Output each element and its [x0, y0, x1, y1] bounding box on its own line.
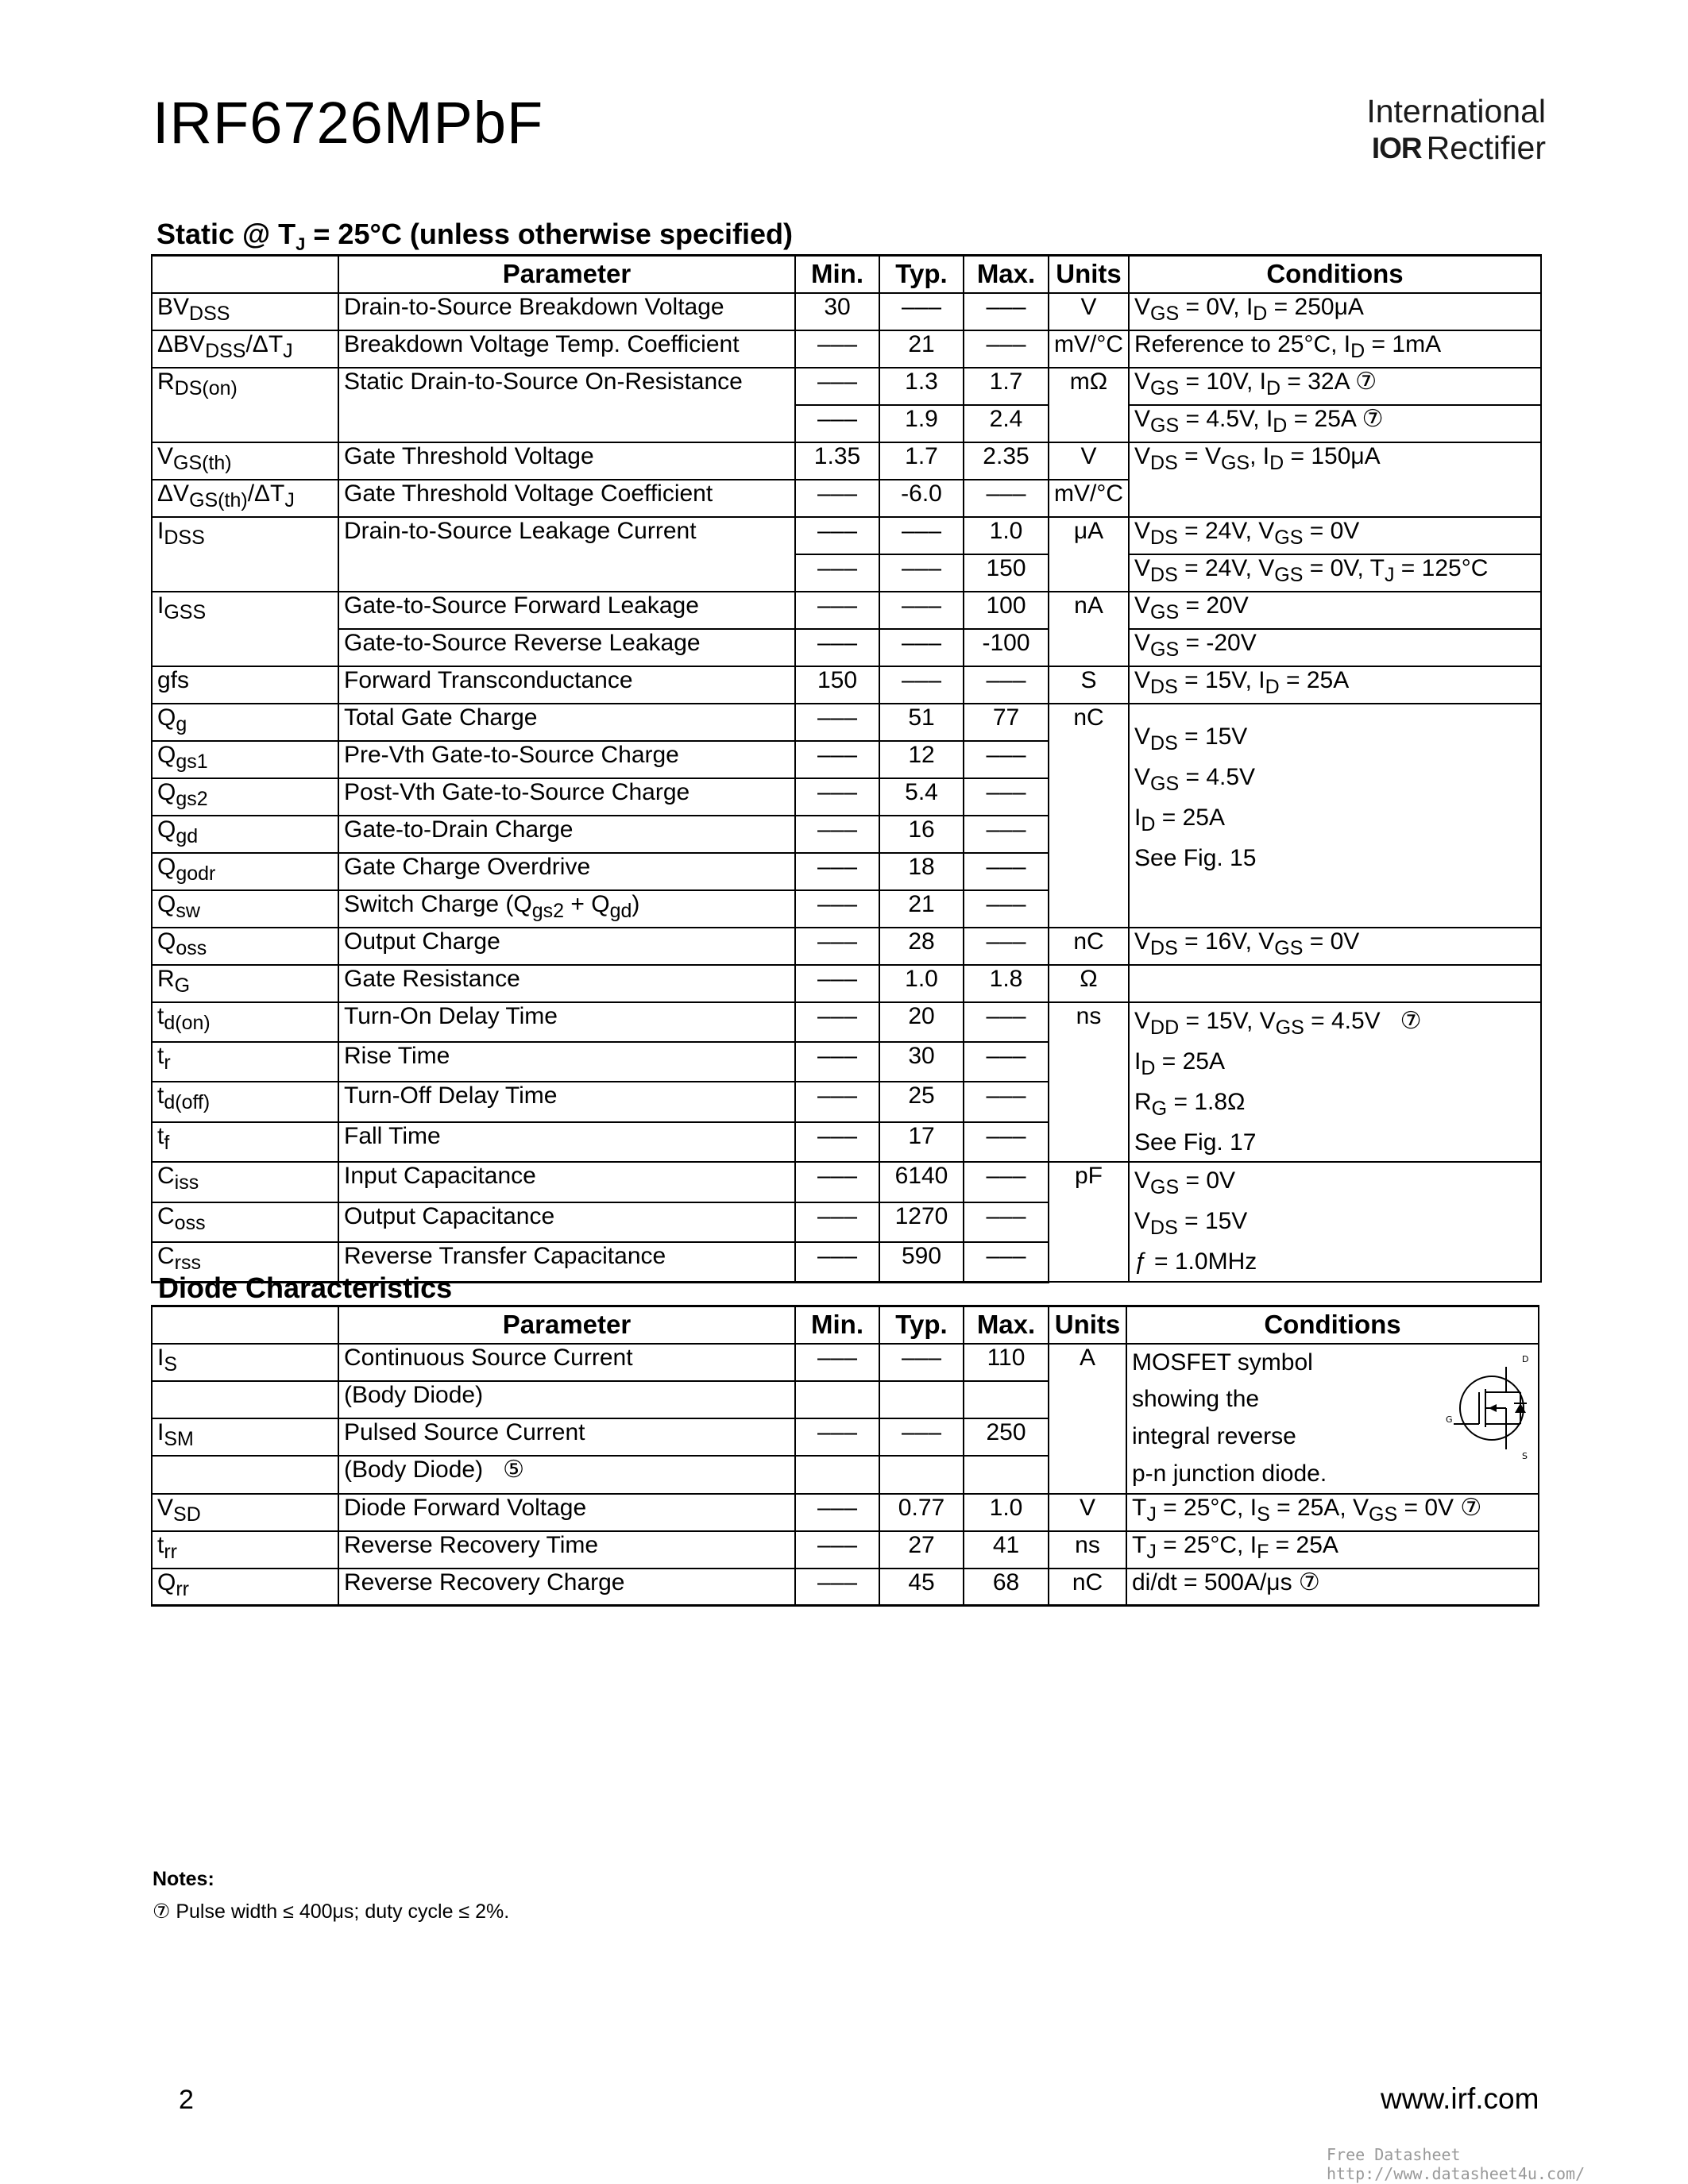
- typ-cell: 30: [879, 1042, 964, 1082]
- parameter-cell: Drain-to-Source Leakage Current: [338, 517, 795, 592]
- brand-line-2: Rectifier: [1426, 129, 1546, 166]
- parameter-cell: Pulsed Source Current: [338, 1418, 795, 1456]
- typ-cell: 1.7: [879, 442, 964, 480]
- parameter-cell: Gate Charge Overdrive: [338, 853, 795, 890]
- min-cell: –––: [795, 1494, 879, 1531]
- max-cell: 250: [964, 1418, 1049, 1456]
- website-link[interactable]: www.irf.com: [1381, 2082, 1539, 2115]
- units-cell: A: [1049, 1344, 1126, 1494]
- col-min: Min.: [795, 1306, 879, 1344]
- symbol-cell: $R_G$: [152, 965, 338, 1002]
- typ-cell: 21: [879, 890, 964, 928]
- static-section-title: Static @ $T_J = 25^\circ C$ (unless otherwise specified): [156, 218, 793, 255]
- max-cell: 68: [964, 1569, 1049, 1606]
- col-min: Min.: [795, 256, 879, 293]
- conditions-cell: $V_{DS} = 16V$, $V_{GS} = 0V$: [1129, 928, 1541, 965]
- min-cell: –––: [795, 1569, 879, 1606]
- diode-characteristics-table: [151, 1305, 1539, 1607]
- parameter-cell: Gate-to-Drain Charge: [338, 816, 795, 853]
- min-cell: –––: [795, 1002, 879, 1042]
- max-cell: –––: [964, 890, 1049, 928]
- symbol-cell: $t_{rr}$: [152, 1531, 338, 1569]
- parameter-cell: Gate-to-Source Forward Leakage: [338, 592, 795, 629]
- table-row: [152, 442, 1541, 480]
- symbol-cell: $Q_{gs1}$: [152, 741, 338, 778]
- conditions-cell: Reference to 25°C, $I_D = 1mA$: [1129, 330, 1541, 368]
- conditions-cell: $T_J = 25^\circ C$, $I_F = 25A$: [1126, 1531, 1539, 1569]
- table-row: [152, 1494, 1539, 1531]
- table-row: [152, 517, 1541, 554]
- units-cell: nA: [1049, 592, 1129, 666]
- typ-cell: 0.77: [879, 1494, 964, 1531]
- parameter-cell: Switch Charge $(Q_{gs2} + Q_{gd})$: [338, 890, 795, 928]
- typ-cell: –––: [879, 1418, 964, 1456]
- symbol-cell: $C_{oss}$: [152, 1202, 338, 1242]
- mosfet-symbol-cell: [1126, 1344, 1539, 1494]
- col-typ: Typ.: [879, 256, 964, 293]
- conditions-cell: $T_J = 25^\circ C$, $I_S = 25A$, $V_{GS} = 0V$ ⑦: [1126, 1494, 1539, 1531]
- parameter-cell: Diode Forward Voltage: [338, 1494, 795, 1531]
- conditions-cell: $V_{DS} = 15V$ $V_{GS} = 4.5V$ $I_D = 25A$ See Fig. 15: [1129, 704, 1541, 928]
- min-cell: –––: [795, 1082, 879, 1121]
- typ-cell: 18: [879, 853, 964, 890]
- max-cell: 1.8: [964, 965, 1049, 1002]
- typ-cell: 45: [879, 1569, 964, 1606]
- conditions-cell: $V_{GS} = 4.5V$, $I_D = 25A$ ⑦: [1129, 405, 1541, 442]
- max-cell: –––: [964, 816, 1049, 853]
- max-cell: 100: [964, 592, 1049, 629]
- parameter-cell: Gate-to-Source Reverse Leakage: [338, 629, 795, 666]
- parameter-cell: Output Capacitance: [338, 1202, 795, 1242]
- conditions-cell: $V_{DD} = 15V$, $V_{GS} = 4.5V$ ⑦ $I_D = 25A$ $R_G = 1.8\Omega$ See Fig. 17: [1129, 1002, 1541, 1163]
- parameter-cell: Post-Vth Gate-to-Source Charge: [338, 778, 795, 816]
- typ-cell: 6140: [879, 1162, 964, 1202]
- symbol-cell: $t_f$: [152, 1122, 338, 1162]
- parameter-cell: Fall Time: [338, 1122, 795, 1162]
- typ-cell: 25: [879, 1082, 964, 1121]
- notes-heading: Notes:: [153, 1868, 214, 1890]
- min-cell: –––: [795, 928, 879, 965]
- typ-cell: 21: [879, 330, 964, 368]
- typ-cell: 1.0: [879, 965, 964, 1002]
- max-cell: -100: [964, 629, 1049, 666]
- symbol-cell: $I_{DSS}$: [152, 517, 338, 592]
- typ-cell: 51: [879, 704, 964, 741]
- table-row: [152, 1344, 1539, 1381]
- diode-section-title: Diode Characteristics: [158, 1271, 453, 1304]
- parameter-cell: Rise Time: [338, 1042, 795, 1082]
- part-number-title: IRF6726MPbF: [153, 90, 544, 156]
- parameter-cell: Reverse Recovery Charge: [338, 1569, 795, 1606]
- col-max: Max.: [964, 256, 1049, 293]
- parameter-cell: (Body Diode) ⑤: [338, 1456, 795, 1493]
- min-cell: –––: [795, 405, 879, 442]
- parameter-cell: Forward Transconductance: [338, 666, 795, 704]
- col-max: Max.: [964, 1306, 1049, 1344]
- parameter-cell: Static Drain-to-Source On-Resistance: [338, 368, 795, 442]
- svg-text:D: D: [1522, 1353, 1529, 1364]
- min-cell: –––: [795, 1344, 879, 1381]
- symbol-cell: $t_{d(on)}$: [152, 1002, 338, 1042]
- max-cell: –––: [964, 1162, 1049, 1202]
- min-cell: 150: [795, 666, 879, 704]
- typ-cell: –––: [879, 554, 964, 592]
- max-cell: 1.7: [964, 368, 1049, 405]
- typ-cell: –––: [879, 666, 964, 704]
- min-cell: –––: [795, 816, 879, 853]
- typ-cell: 12: [879, 741, 964, 778]
- table-row: [152, 293, 1541, 330]
- max-cell: 110: [964, 1344, 1049, 1381]
- conditions-cell: $V_{DS} = 24V$, $V_{GS} = 0V$: [1129, 517, 1541, 554]
- brand-logo: [1350, 94, 1546, 167]
- typ-cell: –––: [879, 293, 964, 330]
- max-cell: 1.0: [964, 517, 1049, 554]
- col-parameter: Parameter: [338, 1306, 795, 1344]
- units-cell: ns: [1049, 1531, 1126, 1569]
- col-symbol: [152, 1306, 338, 1344]
- max-cell: –––: [964, 778, 1049, 816]
- parameter-cell: Pre-Vth Gate-to-Source Charge: [338, 741, 795, 778]
- conditions-cell: $V_{GS} = 20V$: [1129, 592, 1541, 629]
- min-cell: 30: [795, 293, 879, 330]
- max-cell: 77: [964, 704, 1049, 741]
- parameter-cell: Continuous Source Current: [338, 1344, 795, 1381]
- static-characteristics-table: [151, 254, 1542, 1283]
- max-cell: –––: [964, 666, 1049, 704]
- max-cell: –––: [964, 293, 1049, 330]
- max-cell: 1.0: [964, 1494, 1049, 1531]
- typ-cell: –––: [879, 629, 964, 666]
- max-cell: –––: [964, 928, 1049, 965]
- min-cell: –––: [795, 480, 879, 517]
- units-cell: S: [1049, 666, 1129, 704]
- max-cell: 41: [964, 1531, 1049, 1569]
- units-cell: mV/°C: [1049, 330, 1129, 368]
- svg-text:G: G: [1446, 1414, 1453, 1425]
- table-row: [152, 1569, 1539, 1606]
- parameter-cell: Gate Threshold Voltage Coefficient: [338, 480, 795, 517]
- typ-cell: 1.3: [879, 368, 964, 405]
- max-cell: –––: [964, 480, 1049, 517]
- table-row: [152, 1002, 1541, 1042]
- symbol-cell: $C_{rss}$: [152, 1242, 338, 1282]
- min-cell: –––: [795, 1531, 879, 1569]
- symbol-cell: $BV_{DSS}$: [152, 293, 338, 330]
- min-cell: –––: [795, 1242, 879, 1282]
- symbol-cell: gfs: [152, 666, 338, 704]
- units-cell: V: [1049, 442, 1129, 480]
- typ-cell: 27: [879, 1531, 964, 1569]
- symbol-cell: $I_S$: [152, 1344, 338, 1381]
- symbol-cell: $\Delta BV_{DSS}/\Delta T_J$: [152, 330, 338, 368]
- min-cell: –––: [795, 368, 879, 405]
- col-units: Units: [1049, 256, 1129, 293]
- page-number: 2: [179, 2085, 194, 2115]
- table-row: [152, 629, 1541, 666]
- parameter-cell: Reverse Recovery Time: [338, 1531, 795, 1569]
- typ-cell: 17: [879, 1122, 964, 1162]
- min-cell: –––: [795, 853, 879, 890]
- col-conditions: Conditions: [1129, 256, 1541, 293]
- typ-cell: 1.9: [879, 405, 964, 442]
- max-cell: –––: [964, 1002, 1049, 1042]
- max-cell: –––: [964, 1082, 1049, 1121]
- col-units: Units: [1049, 1306, 1126, 1344]
- min-cell: –––: [795, 778, 879, 816]
- units-cell: nC: [1049, 704, 1129, 928]
- col-conditions: Conditions: [1126, 1306, 1539, 1344]
- min-cell: –––: [795, 517, 879, 554]
- min-cell: –––: [795, 554, 879, 592]
- min-cell: –––: [795, 1042, 879, 1082]
- symbol-cell: $I_{GSS}$: [152, 592, 338, 666]
- ior-logo-icon: IOR: [1371, 132, 1422, 165]
- min-cell: –––: [795, 1162, 879, 1202]
- conditions-cell: $V_{DS} = V_{GS}$, $I_D = 150\mu A$: [1129, 442, 1541, 517]
- min-cell: –––: [795, 890, 879, 928]
- conditions-cell: $V_{GS} = 0V$ $V_{DS} = 15V$ ƒ = 1.0MHz: [1129, 1162, 1541, 1282]
- watermark-text: Free Datasheet http://www.datasheet4u.com/: [1327, 2145, 1586, 2183]
- max-cell: –––: [964, 853, 1049, 890]
- col-typ: Typ.: [879, 1306, 964, 1344]
- table-row: [152, 1162, 1541, 1202]
- max-cell: –––: [964, 1242, 1049, 1282]
- symbol-cell: $Q_{godr}$: [152, 853, 338, 890]
- svg-text:S: S: [1522, 1450, 1528, 1461]
- units-cell: ns: [1049, 1002, 1129, 1163]
- max-cell: –––: [964, 1202, 1049, 1242]
- max-cell: 2.4: [964, 405, 1049, 442]
- min-cell: –––: [795, 1418, 879, 1456]
- symbol-cell: $V_{GS(th)}$: [152, 442, 338, 480]
- typ-cell: -6.0: [879, 480, 964, 517]
- parameter-cell: Gate Resistance: [338, 965, 795, 1002]
- min-cell: –––: [795, 1122, 879, 1162]
- typ-cell: 590: [879, 1242, 964, 1282]
- max-cell: –––: [964, 1042, 1049, 1082]
- max-cell: 150: [964, 554, 1049, 592]
- conditions-cell: $V_{DS} = 24V$, $V_{GS} = 0V$, $T_J = 125^\circ C$: [1129, 554, 1541, 592]
- units-cell: nC: [1049, 928, 1129, 965]
- symbol-cell: $t_{d(off)}$: [152, 1082, 338, 1121]
- parameter-cell: Gate Threshold Voltage: [338, 442, 795, 480]
- typ-cell: 28: [879, 928, 964, 965]
- table-row: [152, 666, 1541, 704]
- parameter-cell: Input Capacitance: [338, 1162, 795, 1202]
- parameter-cell: Total Gate Charge: [338, 704, 795, 741]
- brand-line-1: International: [1366, 93, 1546, 129]
- max-cell: –––: [964, 741, 1049, 778]
- table-row: [152, 592, 1541, 629]
- symbol-cell: $Q_{rr}$: [152, 1569, 338, 1606]
- min-cell: –––: [795, 330, 879, 368]
- symbol-cell: $I_{SM}$: [152, 1418, 338, 1456]
- typ-cell: –––: [879, 592, 964, 629]
- symbol-cell: $t_r$: [152, 1042, 338, 1082]
- typ-cell: 5.4: [879, 778, 964, 816]
- note-item: ⑦ Pulse width ≤ 400μs; duty cycle ≤ 2%.: [153, 1900, 510, 1923]
- parameter-cell: Reverse Transfer Capacitance: [338, 1242, 795, 1282]
- max-cell: –––: [964, 330, 1049, 368]
- units-cell: V: [1049, 293, 1129, 330]
- symbol-cell: $Q_{gd}$: [152, 816, 338, 853]
- typ-cell: 16: [879, 816, 964, 853]
- mosfet-symbol-caption: MOSFET symbol showing the integral reverse p-n junction diode.: [1132, 1349, 1327, 1487]
- max-cell: –––: [964, 1122, 1049, 1162]
- parameter-cell: (Body Diode): [338, 1381, 795, 1418]
- symbol-cell: $Q_{oss}$: [152, 928, 338, 965]
- typ-cell: –––: [879, 517, 964, 554]
- conditions-cell: $V_{GS} = 10V$, $I_D = 32A$ ⑦: [1129, 368, 1541, 405]
- min-cell: –––: [795, 741, 879, 778]
- symbol-cell: $R_{DS(on)}$: [152, 368, 338, 442]
- table-row: [152, 704, 1541, 741]
- table-row: [152, 1531, 1539, 1569]
- parameter-cell: Turn-On Delay Time: [338, 1002, 795, 1042]
- max-cell: 2.35: [964, 442, 1049, 480]
- conditions-cell: [1129, 965, 1541, 1002]
- table-row: [152, 965, 1541, 1002]
- symbol-cell: $\Delta V_{GS(th)}/\Delta T_J$: [152, 480, 338, 517]
- symbol-cell: $Q_g$: [152, 704, 338, 741]
- symbol-cell: $Q_{sw}$: [152, 890, 338, 928]
- conditions-cell: $V_{GS} = -20V$: [1129, 629, 1541, 666]
- units-cell: mΩ: [1049, 368, 1129, 442]
- min-cell: –––: [795, 629, 879, 666]
- conditions-cell: di/dt = 500A/μs ⑦: [1126, 1569, 1539, 1606]
- table-row: [152, 928, 1541, 965]
- typ-cell: 1270: [879, 1202, 964, 1242]
- table-row: [152, 330, 1541, 368]
- table-row: [152, 368, 1541, 405]
- conditions-cell: $V_{DS} = 15V$, $I_D = 25A$: [1129, 666, 1541, 704]
- col-parameter: Parameter: [338, 256, 795, 293]
- symbol-cell: $C_{iss}$: [152, 1162, 338, 1202]
- units-cell: V: [1049, 1494, 1126, 1531]
- col-symbol: [152, 256, 338, 293]
- min-cell: –––: [795, 965, 879, 1002]
- mosfet-symbol-icon: [1446, 1351, 1533, 1462]
- units-cell: mV/°C: [1049, 480, 1129, 517]
- typ-cell: –––: [879, 1344, 964, 1381]
- units-cell: Ω: [1049, 965, 1129, 1002]
- units-cell: μA: [1049, 517, 1129, 592]
- min-cell: 1.35: [795, 442, 879, 480]
- symbol-cell: $V_{SD}$: [152, 1494, 338, 1531]
- typ-cell: 20: [879, 1002, 964, 1042]
- min-cell: –––: [795, 592, 879, 629]
- conditions-cell: $V_{GS} = 0V$, $I_D = 250\mu A$: [1129, 293, 1541, 330]
- units-cell: pF: [1049, 1162, 1129, 1282]
- parameter-cell: Turn-Off Delay Time: [338, 1082, 795, 1121]
- parameter-cell: Drain-to-Source Breakdown Voltage: [338, 293, 795, 330]
- min-cell: –––: [795, 704, 879, 741]
- units-cell: nC: [1049, 1569, 1126, 1606]
- parameter-cell: Breakdown Voltage Temp. Coefficient: [338, 330, 795, 368]
- symbol-cell: $Q_{gs2}$: [152, 778, 338, 816]
- parameter-cell: Output Charge: [338, 928, 795, 965]
- min-cell: –––: [795, 1202, 879, 1242]
